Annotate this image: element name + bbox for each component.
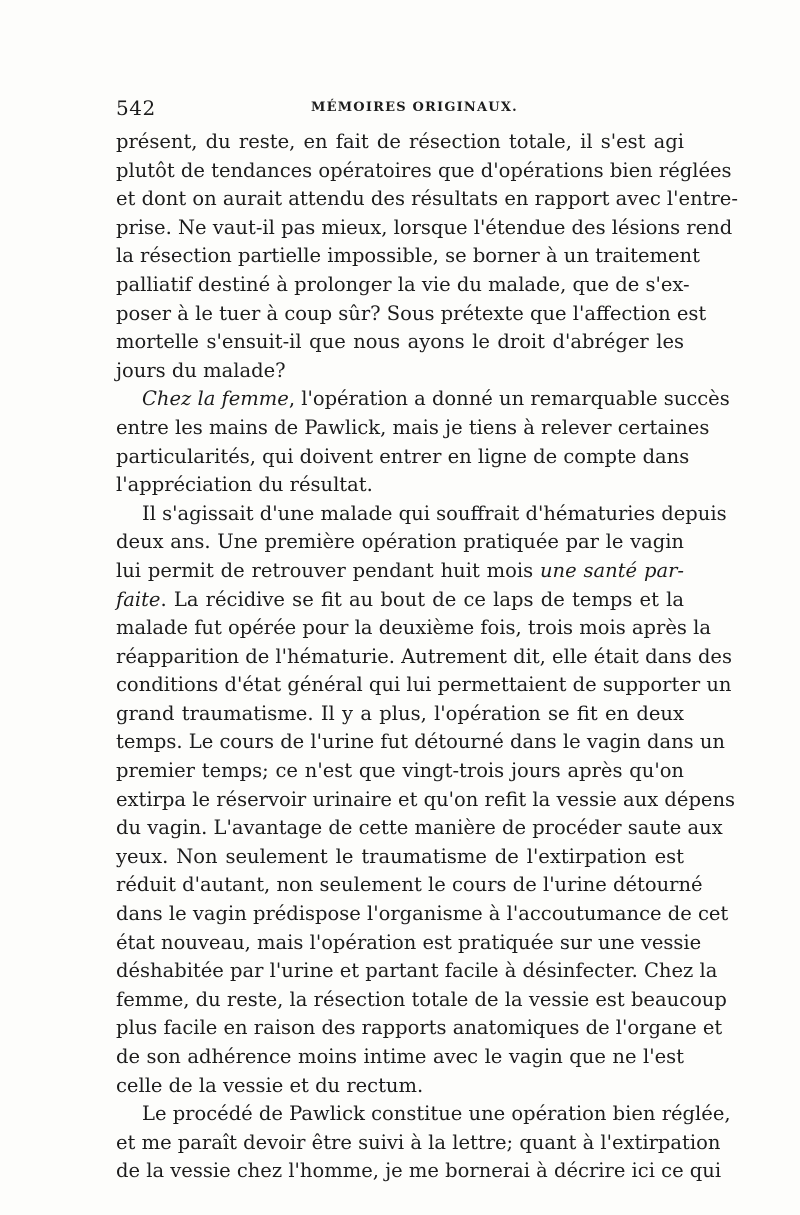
running-title: MÉMOIRES ORIGINAUX.: [311, 100, 518, 115]
text-line: [116, 385, 730, 414]
text-span: lui permit de retrouver pendant huit mois: [116, 558, 540, 582]
italic-phrase: Chez la femme: [142, 387, 289, 411]
paragraph: [116, 385, 730, 499]
paragraph: [116, 128, 738, 385]
text-line: deux ans. Une première opération pratiquée par le vagin: [116, 530, 684, 554]
text-line: extirpa le réservoir urinaire et qu'on refit la vessie aux dépens: [116, 787, 736, 811]
text-line: [116, 586, 684, 615]
paragraph: [116, 500, 736, 1100]
text-line: femme, du reste, la résection totale de la vessie est beaucoup: [116, 987, 727, 1011]
paragraph: [116, 1100, 731, 1186]
text-line: [116, 557, 684, 586]
text-line: présent, du reste, en fait de résection totale, il s'est agi: [116, 130, 684, 153]
text-line: du vagin. L'avantage de cette manière de procéder saute aux: [116, 816, 723, 840]
text-line: réduit d'autant, non seulement le cours de l'urine détourné: [116, 873, 703, 897]
text-line: Le procédé de Pawlick constitue une opération bien réglée,: [142, 1102, 731, 1126]
text-line: premier temps; ce n'est que vingt-trois jours après qu'on: [116, 759, 684, 783]
text-line: mortelle s'ensuit-il que nous ayons le droit d'abréger les: [116, 330, 684, 354]
text-line: état nouveau, mais l'opération est pratiquée sur une vessie: [116, 930, 702, 954]
text-line: yeux. Non seulement le traumatisme de l'extirpation est: [116, 844, 684, 868]
text-line: et me paraît devoir être suivi à la lettre; quant à l'extirpation: [116, 1130, 721, 1154]
text-line: de la vessie chez l'homme, je me bornerai à décrire ici ce qui: [116, 1159, 722, 1183]
running-header: [116, 96, 686, 126]
text-line: de son adhérence moins intime avec le vagin que ne l'est: [116, 1045, 684, 1068]
italic-phrase: faite: [116, 587, 161, 611]
text-line: déshabitée par l'urine et partant facile à désinfecter. Chez la: [116, 959, 718, 983]
text-line: plus facile en raison des rapports anatomiques de l'organe et: [116, 1016, 723, 1040]
text-line: jours du malade?: [116, 358, 286, 382]
text-line: prise. Ne vaut-il pas mieux, lorsque l'étendue des lésions rend: [116, 215, 733, 239]
text-line: malade fut opérée pour la deuxième fois, trois mois après la: [116, 616, 711, 640]
text-line: celle de la vessie et du rectum.: [116, 1073, 424, 1097]
italic-phrase: une santé par-: [540, 558, 684, 582]
page-number: 542: [116, 96, 156, 120]
text-line: temps. Le cours de l'urine fut détourné dans le vagin dans un: [116, 730, 725, 754]
text-span: , l'opération a donné un remarquable succès: [288, 387, 730, 411]
text-line: réapparition de l'hématurie. Autrement dit, elle était dans des: [116, 644, 732, 668]
body-text: [116, 128, 738, 1186]
text-line: l'appréciation du résultat.: [116, 473, 373, 497]
text-line: plutôt de tendances opératoires que d'opérations bien réglées: [116, 158, 732, 182]
text-line: conditions d'état général qui lui permettaient de supporter un: [116, 673, 732, 697]
text-line: dans le vagin prédispose l'organisme à l'accoutumance de cet: [116, 902, 729, 926]
text-line: entre les mains de Pawlick, mais je tiens à relever certaines: [116, 415, 710, 439]
text-line: Il s'agissait d'une malade qui souffrait d'hématuries depuis: [142, 501, 727, 525]
text-line: la résection partielle impossible, se borner à un traitement: [116, 244, 700, 268]
text-line: particularités, qui doivent entrer en ligne de compte dans: [116, 444, 690, 468]
text-line: et dont on aurait attendu des résultats en rapport avec l'entre-: [116, 187, 738, 211]
text-line: grand traumatisme. Il y a plus, l'opération se fit en deux: [116, 701, 684, 725]
text-span: . La récidive se fit au bout de ce laps de temps et la: [160, 587, 684, 611]
text-line: palliatif destiné à prolonger la vie du malade, que de s'ex-: [116, 272, 690, 296]
text-line: poser à le tuer à coup sûr? Sous prétexte que l'affection est: [116, 301, 707, 325]
